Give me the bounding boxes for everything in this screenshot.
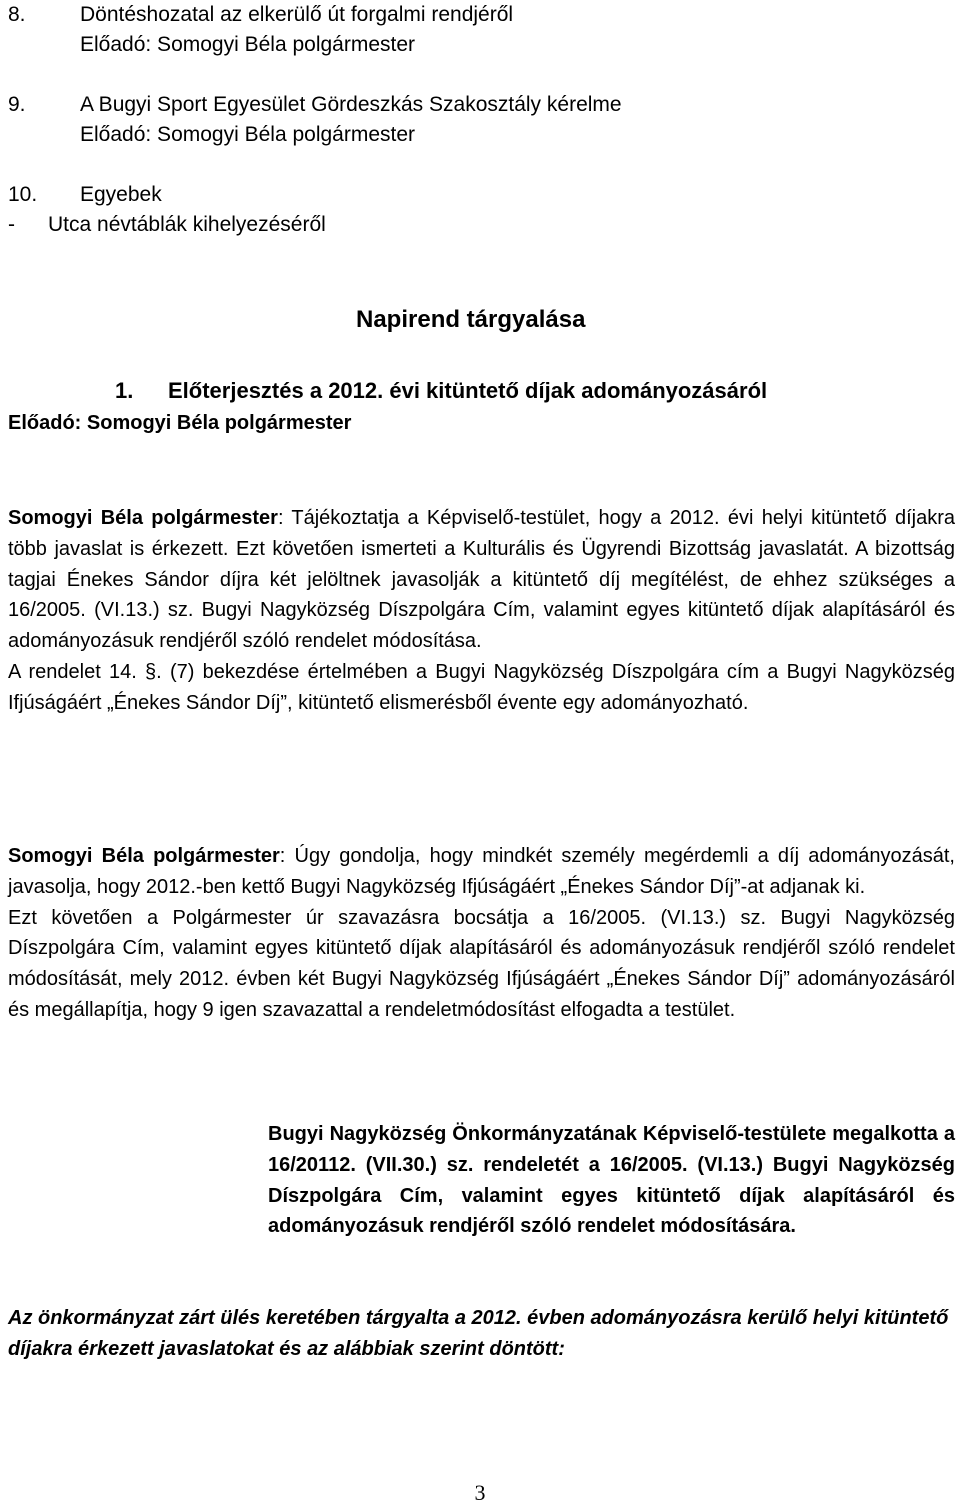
agenda-item-title: A Bugyi Sport Egyesület Gördeszkás Szakosztály kérelme	[80, 93, 622, 116]
speaker-name: Somogyi Béla polgármester	[8, 845, 280, 867]
dash-bullet: -	[8, 213, 15, 236]
agenda-item-9	[8, 90, 622, 120]
section-heading: Napirend tárgyalása	[356, 306, 586, 333]
agenda-item-title: Egyebek	[80, 183, 162, 206]
agenda-item-number: 10.	[8, 183, 38, 206]
speaker-name: Somogyi Béla polgármester	[8, 507, 278, 529]
paragraph-1	[8, 503, 955, 719]
agenda-item-presenter: Előadó: Somogyi Béla polgármester	[80, 123, 416, 146]
agenda-subitem-text: Utca névtáblák kihelyezéséről	[48, 213, 326, 236]
resolution-text: Bugyi Nagyközség Önkormányzatának Képviselő-testülete megalkotta a 16/20112. (VII.30.) sz. rendeletét a 16/2005. (VI.13.) Bugyi Nagyközség Díszpolgára Cím, valamint egyes kitüntető díjak alapításáról és adományozásuk rendjéről szóló rendelet módosítására.	[268, 1123, 955, 1238]
agenda-item-number: 8.	[8, 3, 26, 26]
agenda-item-8	[8, 0, 622, 30]
paragraph-text-2: Ezt követően a Polgármester úr szavazásra bocsátja a 16/2005. (VI.13.) sz. Bugyi Nagyközség Díszpolgára Cím, valamint egyes kitüntető díjak alapításáról és adományozásuk rendjéről szóló rendelet módosítását, mely 2012. évben két Bugyi Nagyközség Ifjúságáért „Énekes Sándor Díj” adományozásáról és megállapítja, hogy 9 igen szavazattal a rendeletmódosítást elfogadta a testület.	[8, 906, 955, 1021]
page-number: 3	[474, 1480, 486, 1505]
agenda-item-10	[8, 180, 622, 210]
agenda-list	[8, 0, 622, 240]
item-1-title-text: Előterjesztés a 2012. évi kitüntető díjak adományozásáról	[168, 378, 768, 403]
item-1-presenter: Előadó: Somogyi Béla polgármester	[8, 412, 352, 434]
agenda-subitem	[8, 210, 622, 240]
agenda-item-title: Döntéshozatal az elkerülő út forgalmi rendjéről	[80, 3, 514, 26]
agenda-item-presenter: Előadó: Somogyi Béla polgármester	[80, 33, 416, 56]
closing-statement: Az önkormányzat zárt ülés keretében tárgyalta a 2012. évben adományozásra kerülő helyi kitüntető díjakra érkezett javaslatokat és az alábbiak szerint döntött:	[8, 1307, 949, 1360]
item-1-number: 1.	[115, 378, 134, 403]
item-1-title	[115, 378, 767, 404]
paragraph-text: : Tájékoztatja a Képviselő-testület, hogy a 2012. évi helyi kitüntető díjakra több javaslat is érkezett. Ezt követően ismerteti a Kulturális és Ügyrendi Bizottság javaslatát. A bizottság tagjai Énekes Sándor díjra két jelöltnek javasolják a kitüntető díj megítélést, de ehhez szükséges a 16/2005. (VI.13.) sz. Bugyi Nagyközség Díszpolgára Cím, valamint egyes kitüntető díjak alapításáról és adományozásuk rendjéről szóló rendelet módosítása.	[8, 507, 955, 653]
paragraph-2	[8, 841, 955, 1026]
paragraph-text: : Úgy gondolja, hogy mindkét személy megérdemli a díj adományozását, javasolja, hogy 2012.-ben kettő Bugyi Nagyközség Ifjúságáért „Énekes Sándor Díj”-at adjanak ki.	[8, 845, 955, 898]
paragraph-text-2: A rendelet 14. §. (7) bekezdése értelmében a Bugyi Nagyközség Díszpolgára cím a Bugyi Nagyközség Ifjúságáért „Énekes Sándor Díj”, kitüntető elismerésből évente egy adományozható.	[8, 660, 955, 714]
agenda-item-number: 9.	[8, 93, 26, 116]
